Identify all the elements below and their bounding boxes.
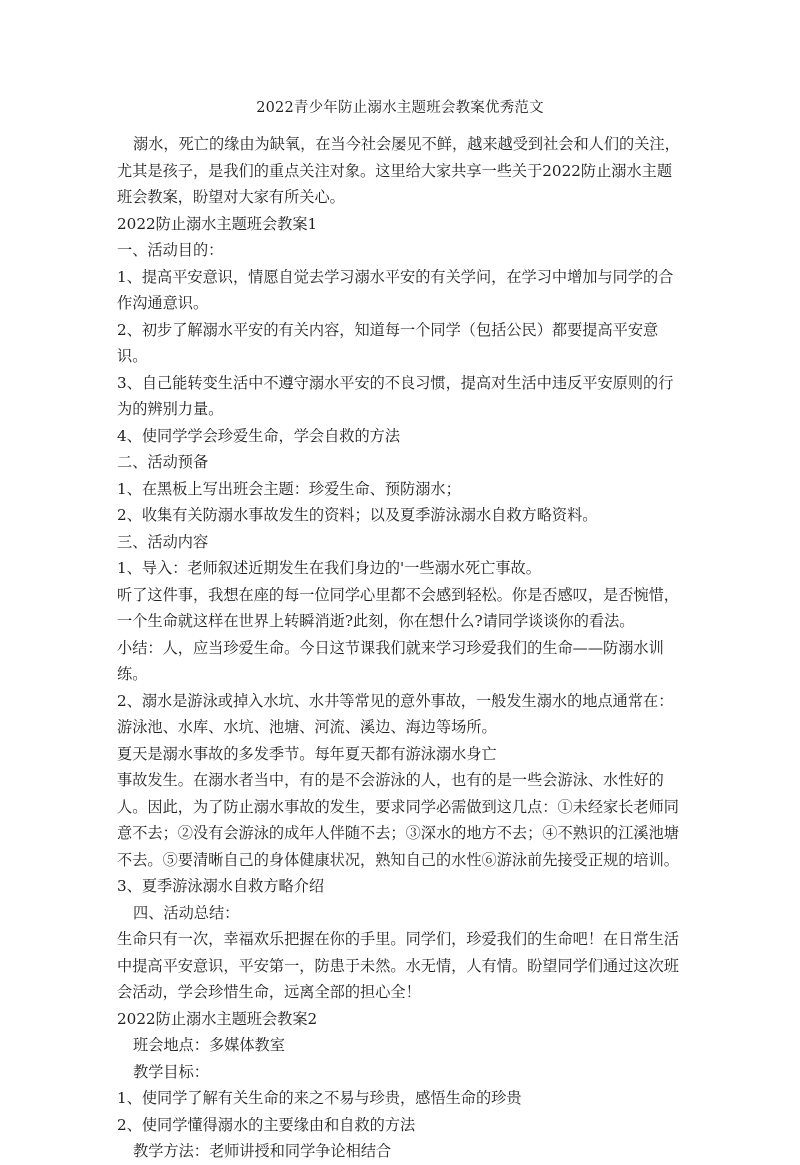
paragraph: 1、提高平安意识，情愿自觉去学习溺水平安的有关学问，在学习中增加与同学的合作沟通意识。 <box>117 267 674 312</box>
paragraph: 四、活动总结： <box>133 903 240 922</box>
paragraph: 3、夏季游泳溺水自救方略介绍 <box>117 877 325 895</box>
paragraph: 事故发生。在溺水者当中，有的是不会游泳的人，也有的是一些会游泳、水性好的人。因此，为了防止溺水事故的发生，要求同学必需做到这几点：①未经家长老师同意不去；②没有会游泳的成年人伴随不去；③深水的地方不去；④不熟识的江溪池塘不去。⑤要清晰自己的身体健康状况，熟知自己的水性⑥游泳前先接受正规的培训。 <box>117 771 679 869</box>
paragraph: 生命只有一次，幸福欢乐把握在你的手里。同学们，珍爱我们的生命吧！在日常生活中提高平安意识，平安第一，防患于未然。水无情，人有情。盼望同学们通过这次班会活动，学会珍惜生命，远离全部的担心全！ <box>117 930 679 1001</box>
paragraph: 一、活动目的： <box>117 241 224 259</box>
paragraph: 班会地点：多媒体教室 <box>133 1036 285 1054</box>
paragraph: 溺水，死亡的缘由为缺氧，在当今社会屡见不鲜，越来越受到社会和人们的关注，尤其是孩子，是我们的重点关注对象。这里给大家共享一些关于2022防止溺水主题班会教案，盼望对大家有所关心。 <box>117 135 680 206</box>
paragraph: 夏天是溺水事故的多发季节。每年夏天都有游泳溺水身亡 <box>117 744 497 763</box>
paragraph: 三、活动内容 <box>117 532 209 551</box>
paragraph: 2、收集有关防溺水事故发生的资料；以及夏季游泳溺水自救方略资料。 <box>117 506 598 524</box>
paragraph: 听了这件事，我想在座的每一位同学心里都不会感到轻松。你是否感叹，是否惋惜，一个生命就这样在世界上转瞬消逝?此刻，你在想什么?请同学谈谈你的看法。 <box>117 585 679 630</box>
paragraph: 小结：人，应当珍爱生命。今日这节课我们就来学习珍爱我们的生命——防溺水训练。 <box>117 638 664 683</box>
paragraph: 2、初步了解溺水平安的有关内容，知道每一个同学（包括公民）都要提高平安意识。 <box>117 320 659 365</box>
paragraph: 2022防止溺水主题班会教案2 <box>117 1009 318 1028</box>
paragraph: 4、使同学学会珍爱生命，学会自救的方法 <box>117 426 401 445</box>
paragraph: 1、导入：老师叙述近期发生在我们身边的'一些溺水死亡事故。 <box>117 559 541 577</box>
paragraph: 2、溺水是游泳或掉入水坑、水井等常见的意外事故，一般发生溺水的地点通常在：游泳池、水库、水坑、池塘、河流、溪边、海边等场所。 <box>117 691 674 736</box>
document-body <box>117 131 687 1165</box>
paragraph: 2022防止溺水主题班会教案1 <box>117 214 318 233</box>
paragraph: 教学方法：老师讲授和同学争论相结合 <box>133 1142 392 1160</box>
paragraph: 二、活动预备 <box>117 453 209 471</box>
paragraph: 3、自己能转变生活中不遵守溺水平安的不良习惯，提高对生活中违反平安原则的行为的辨别力量。 <box>117 373 674 418</box>
paragraph: 1、在黑板上写出班会主题：珍爱生命、预防溺水； <box>117 479 461 498</box>
paragraph: 2、使同学懂得溺水的主要缘由和自救的方法 <box>117 1115 416 1134</box>
paragraph: 教学目标： <box>133 1062 209 1081</box>
paragraph: 1、使同学了解有关生命的来之不易与珍贵，感悟生命的珍贵 <box>117 1089 522 1107</box>
document-title: 2022青少年防止溺水主题班会教案优秀范文 <box>256 100 544 116</box>
